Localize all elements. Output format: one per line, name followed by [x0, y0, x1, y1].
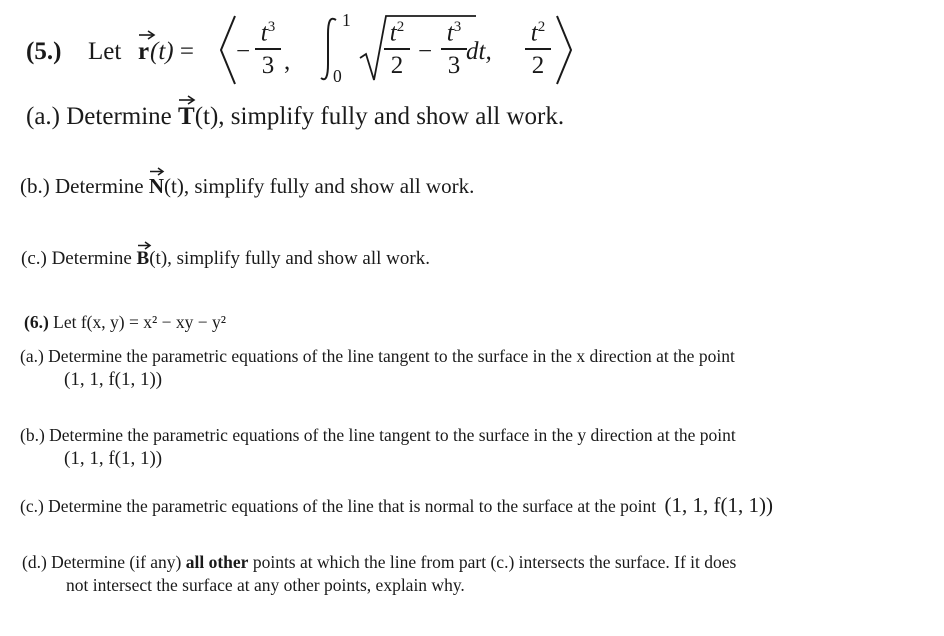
comp1-comma: ,: [284, 48, 291, 75]
problem-5-label: (5.): [26, 38, 62, 65]
p6-part-c-point: (1, 1, f(1, 1)): [664, 493, 773, 517]
problem-6-intro: (6.) Let f(x, y) = x² − xy − y²: [24, 312, 226, 332]
p6-part-c: (c.) Determine the parametric equations of the line that is normal to the surface at the point (1, 1, f(1, 1)): [20, 493, 773, 517]
unit-normal-symbol: N: [149, 174, 164, 198]
unit-tangent-symbol: T: [178, 103, 195, 130]
p6-part-a-point: (1, 1, f(1, 1)): [64, 369, 163, 390]
integral-upper-limit: 1: [342, 10, 351, 30]
comp3-fraction: $t^2$ 2: [525, 20, 551, 78]
differential-dt: dt,: [466, 38, 492, 65]
radicand-minus: −: [418, 38, 433, 65]
binormal-symbol: B: [137, 248, 150, 269]
p5-part-c: (c.) Determine B (t), simplify fully and show all work.: [21, 248, 430, 270]
r-argument: (t) =: [150, 38, 194, 65]
comp1-fraction: $t^3$ 3: [255, 20, 281, 78]
r-vector-symbol: r: [138, 38, 150, 65]
comp1-sign: −: [236, 38, 251, 65]
vector-arrow-icon: [137, 241, 152, 250]
right-angle-bracket-icon: [553, 14, 575, 86]
let-text: Let: [88, 38, 122, 65]
integral-lower-limit: 0: [333, 66, 342, 86]
p5-part-a: (a.) Determine T (t), simplify fully and show all work.: [26, 103, 564, 131]
p6-part-b-line1: (b.) Determine the parametric equations of the line tangent to the surface in the y direction at the point: [20, 425, 736, 445]
radicand-fraction-1: $t^2$ 2: [384, 20, 410, 78]
vector-arrow-icon: [178, 95, 196, 105]
p6-part-b-point: (1, 1, f(1, 1)): [64, 448, 163, 469]
radicand-fraction-2: $t^3$ 3: [441, 20, 467, 78]
p6-part-d-line2: not intersect the surface at any other points, explain why.: [66, 575, 465, 595]
p6-part-a-line1: (a.) Determine the parametric equations of the line tangent to the surface in the x direction at the point: [20, 346, 735, 366]
p6-part-d-line1: (d.) Determine (if any) all other points at which the line from part (c.) intersects the surface. If it does: [22, 552, 737, 572]
p5-part-b: (b.) Determine N (t), simplify fully and show all work.: [20, 174, 474, 199]
vector-arrow-icon: [149, 167, 165, 176]
